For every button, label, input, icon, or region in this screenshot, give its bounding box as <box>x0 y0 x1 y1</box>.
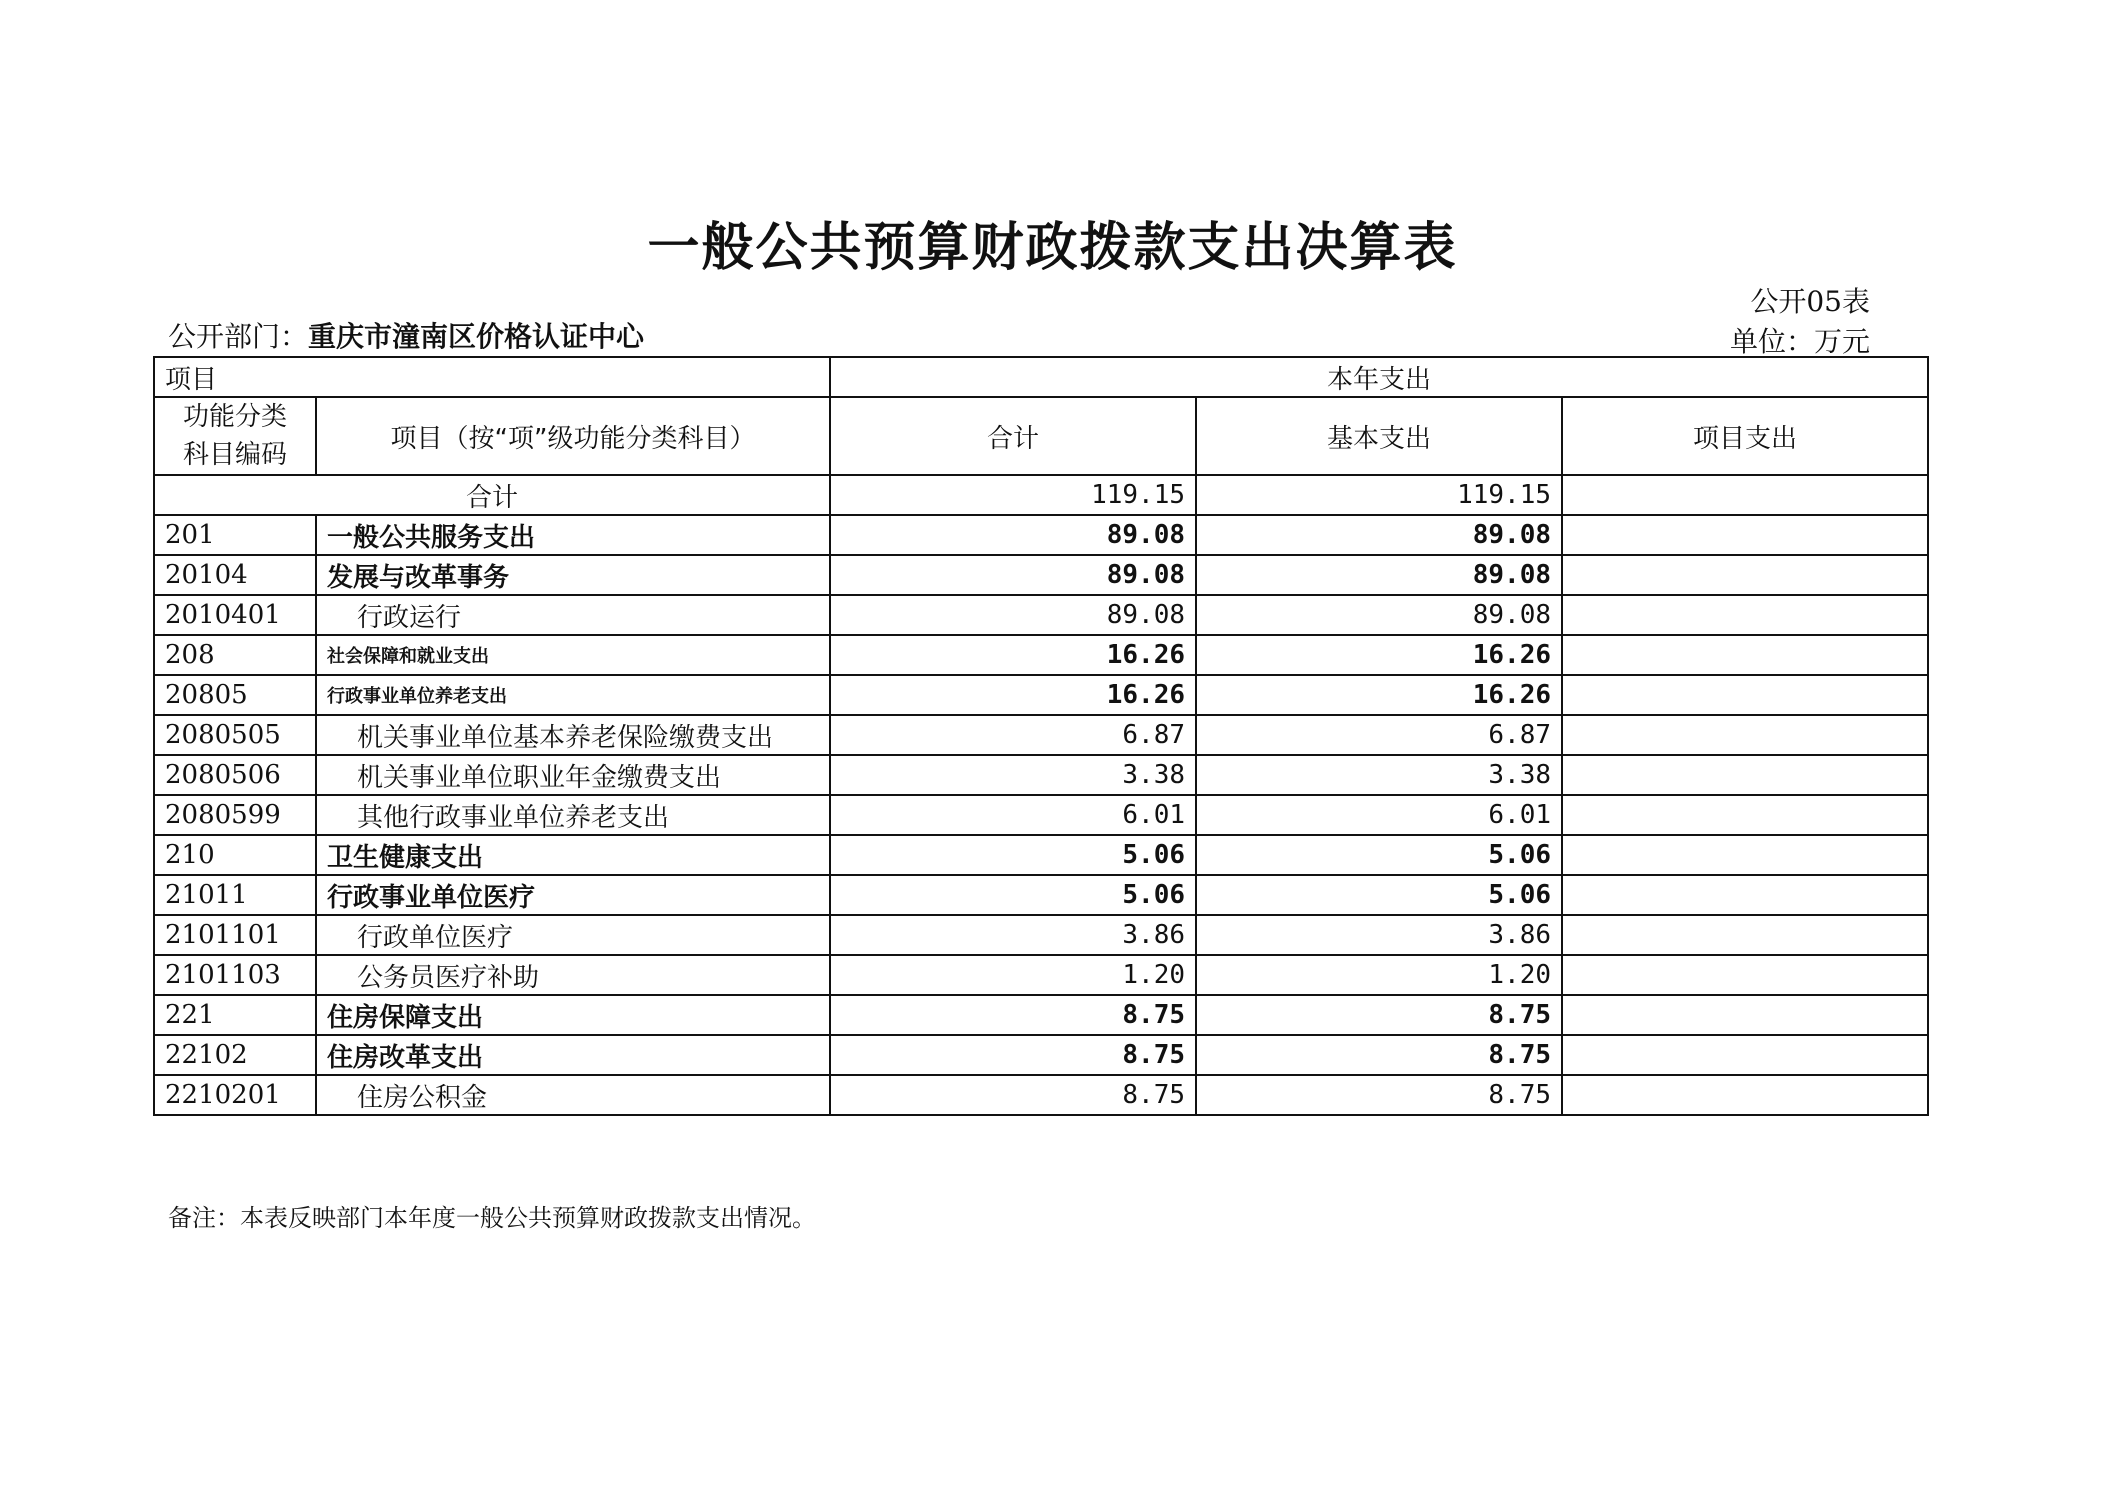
row-project <box>1562 755 1928 795</box>
table-row <box>154 915 1928 955</box>
table-row <box>154 875 1928 915</box>
row-basic: 6.87 <box>1196 715 1562 755</box>
row-basic: 1.20 <box>1196 955 1562 995</box>
row-total: 16.26 <box>830 635 1196 675</box>
department-line <box>168 315 644 355</box>
row-project <box>1562 715 1928 755</box>
row-project <box>1562 955 1928 995</box>
row-code: 2101103 <box>154 955 316 995</box>
row-total: 89.08 <box>830 515 1196 555</box>
unit-label: 单位：万元 <box>1729 325 1870 358</box>
row-total: 6.87 <box>830 715 1196 755</box>
row-code: 21011 <box>154 875 316 915</box>
row-code: 210 <box>154 835 316 875</box>
row-basic: 8.75 <box>1196 995 1562 1035</box>
total-amount: 119.15 <box>830 475 1196 515</box>
row-project <box>1562 915 1928 955</box>
row-name: 一般公共服务支出 <box>316 515 830 555</box>
row-name: 行政单位医疗 <box>316 915 830 955</box>
table-row <box>154 955 1928 995</box>
row-project <box>1562 1035 1928 1075</box>
table-row <box>154 635 1928 675</box>
table-row <box>154 555 1928 595</box>
row-total: 89.08 <box>830 555 1196 595</box>
row-basic: 16.26 <box>1196 635 1562 675</box>
row-name: 其他行政事业单位养老支出 <box>316 795 830 835</box>
row-project <box>1562 675 1928 715</box>
row-name: 发展与改革事务 <box>316 555 830 595</box>
row-total: 3.38 <box>830 755 1196 795</box>
row-total: 8.75 <box>830 1035 1196 1075</box>
row-name: 行政事业单位医疗 <box>316 875 830 915</box>
row-basic: 3.38 <box>1196 755 1562 795</box>
header-project: 项目支出 <box>1562 397 1928 475</box>
row-total: 16.26 <box>830 675 1196 715</box>
row-basic: 6.01 <box>1196 795 1562 835</box>
form-meta <box>1730 282 1870 362</box>
table-row <box>154 1035 1928 1075</box>
row-code: 2101101 <box>154 915 316 955</box>
row-basic: 5.06 <box>1196 875 1562 915</box>
row-project <box>1562 635 1928 675</box>
row-name: 住房公积金 <box>316 1075 830 1115</box>
table-note: 备注：本表反映部门本年度一般公共预算财政拨款支出情况。 <box>168 1204 816 1232</box>
row-code: 2080599 <box>154 795 316 835</box>
header-row-columns <box>154 397 1928 475</box>
row-code: 221 <box>154 995 316 1035</box>
row-basic: 3.86 <box>1196 915 1562 955</box>
row-project <box>1562 995 1928 1035</box>
table-row <box>154 515 1928 555</box>
row-project <box>1562 595 1928 635</box>
row-name: 社会保障和就业支出 <box>316 635 830 675</box>
page-title: 一般公共预算财政拨款支出决算表 <box>647 217 1458 278</box>
row-name: 机关事业单位基本养老保险缴费支出 <box>316 715 830 755</box>
row-code: 20104 <box>154 555 316 595</box>
row-code: 2210201 <box>154 1075 316 1115</box>
row-total: 3.86 <box>830 915 1196 955</box>
row-project <box>1562 515 1928 555</box>
row-basic: 8.75 <box>1196 1035 1562 1075</box>
form-number: 公开05表 <box>1750 285 1870 318</box>
row-basic: 5.06 <box>1196 835 1562 875</box>
header-basic: 基本支出 <box>1196 397 1562 475</box>
row-total: 8.75 <box>830 995 1196 1035</box>
total-project <box>1562 475 1928 515</box>
header-row-top <box>154 357 1928 397</box>
row-name: 行政运行 <box>316 595 830 635</box>
budget-table <box>153 356 1929 1116</box>
row-project <box>1562 795 1928 835</box>
row-name: 行政事业单位养老支出 <box>316 675 830 715</box>
table-row <box>154 755 1928 795</box>
department-label: 公开部门： <box>168 320 309 353</box>
header-total: 合计 <box>830 397 1196 475</box>
header-code: 功能分类科目编码 <box>154 397 316 475</box>
table-row <box>154 595 1928 635</box>
row-total: 1.20 <box>830 955 1196 995</box>
row-code: 201 <box>154 515 316 555</box>
row-project <box>1562 555 1928 595</box>
table-row <box>154 675 1928 715</box>
table-row <box>154 835 1928 875</box>
row-code: 2010401 <box>154 595 316 635</box>
row-basic: 8.75 <box>1196 1075 1562 1115</box>
total-row <box>154 475 1928 515</box>
header-current-year: 本年支出 <box>830 357 1928 397</box>
row-name: 住房保障支出 <box>316 995 830 1035</box>
row-total: 5.06 <box>830 875 1196 915</box>
row-name: 机关事业单位职业年金缴费支出 <box>316 755 830 795</box>
row-project <box>1562 835 1928 875</box>
total-basic: 119.15 <box>1196 475 1562 515</box>
row-total: 89.08 <box>830 595 1196 635</box>
row-code: 2080506 <box>154 755 316 795</box>
row-name: 公务员医疗补助 <box>316 955 830 995</box>
table-row <box>154 715 1928 755</box>
table-row <box>154 795 1928 835</box>
row-project <box>1562 875 1928 915</box>
row-basic: 89.08 <box>1196 595 1562 635</box>
department-name: 重庆市潼南区价格认证中心 <box>308 320 645 353</box>
row-total: 5.06 <box>830 835 1196 875</box>
total-label: 合计 <box>154 475 830 515</box>
row-code: 2080505 <box>154 715 316 755</box>
row-basic: 89.08 <box>1196 515 1562 555</box>
header-name: 项目（按“项”级功能分类科目） <box>316 397 830 475</box>
row-basic: 89.08 <box>1196 555 1562 595</box>
table-row <box>154 1075 1928 1115</box>
row-total: 8.75 <box>830 1075 1196 1115</box>
row-code: 22102 <box>154 1035 316 1075</box>
row-code: 208 <box>154 635 316 675</box>
row-basic: 16.26 <box>1196 675 1562 715</box>
row-code: 20805 <box>154 675 316 715</box>
row-name: 卫生健康支出 <box>316 835 830 875</box>
header-item: 项目 <box>154 357 830 397</box>
row-total: 6.01 <box>830 795 1196 835</box>
row-name: 住房改革支出 <box>316 1035 830 1075</box>
table-row <box>154 995 1928 1035</box>
row-project <box>1562 1075 1928 1115</box>
